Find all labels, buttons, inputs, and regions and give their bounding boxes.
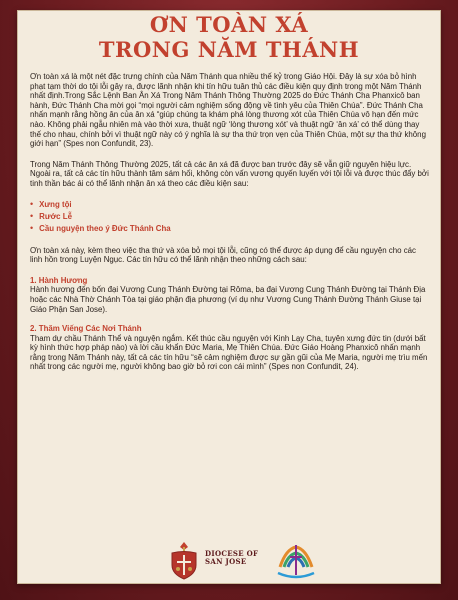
diocese-line-2: SAN JOSE (205, 557, 247, 566)
footer (17, 537, 441, 583)
document-body (30, 72, 430, 382)
paragraph-conditions-intro: Trong Năm Thánh Thông Thường 2025, tất cả các ân xá đã được ban trước đây sẽ vẫn giữ nguyên hiệu lực. Ngoài ra, tất cả các tín hữu thành tâm sám hối, không còn vấn vương quyến luyến với tội lỗi và được thúc đẩy bởi tinh thần bác ái có thể lãnh nhận ân xá theo các điều kiện sau: (30, 159, 429, 188)
list-item (30, 212, 430, 223)
diocese-name (205, 550, 258, 566)
diocese-line-1: DIOCESE OF (205, 549, 259, 558)
section-heading-pilgrimage: 1. Hành Hương (30, 275, 88, 285)
section-text-pilgrimage: Hành hương đến bốn đại Vương Cung Thánh Đường tại Rôma, ba đại Vương Cung Thánh Đường tại Thánh Địa hoặc các Nhà Thờ Chánh Tòa tại giáo phận địa phương (ví dụ như Vương Cung Thánh Đường Thánh Giuse tại Giáo Phận San Jose). (30, 285, 426, 314)
diocese-crest-icon (167, 541, 201, 581)
jubilee-logo-icon (272, 537, 320, 583)
condition-label: Rước Lễ (39, 212, 72, 222)
list-item (30, 224, 430, 235)
condition-label: Xưng tội (39, 200, 72, 210)
bullet-icon: • (30, 199, 34, 210)
bullet-icon: • (30, 211, 34, 222)
conditions-list (30, 200, 430, 235)
title-line-1: ƠN TOÀN XÁ (149, 12, 309, 37)
title-line-2: TRONG NĂM THÁNH (98, 37, 360, 62)
condition-label: Cầu nguyện theo ý Đức Thánh Cha (39, 224, 171, 234)
document-page (17, 10, 441, 584)
list-item (30, 200, 430, 211)
section-heading-holy-places: 2. Thăm Viếng Các Nơi Thánh (30, 324, 142, 334)
bullet-icon: • (30, 223, 34, 234)
paragraph-ways: Ơn toàn xá này, kèm theo việc tha thứ và xóa bỏ mọi tội lỗi, cũng có thể được áp dụng để cầu nguyện cho các linh hồn trong Luyện Ngục. Các tín hữu có thể lãnh nhận theo những cách sau: (30, 245, 416, 265)
paragraph-intro: Ơn toàn xá là một nét đặc trưng chính của Năm Thánh qua nhiều thế kỷ trong Giáo Hội. Đây là sự xóa bỏ hình phạt tạm thời do tội lỗi gây ra, được lãnh nhận khi tín hữu tuân thủ các điều kiện quy định trong một Năm Thánh nhất định.Trong Sắc Lệnh Ban Ân Xá Trong Năm Thánh Thông Thường 2025 do Đức Thánh Cha Phanxicô ban hành, Đức Thánh Cha mời gọi “mọi người cảm nghiệm sống động về tình yêu của Thiên Chúa”. Đức Thánh Cha nhấn mạnh rằng hồng ân của ân xá “giúp chúng ta khám phá lòng thương xót của Thiên Chúa vô hạn đến mức nào. Không phải ngẫu nhiên mà vào thời xưa, thuật ngữ ‘lòng thương xót’ và thuật ngữ ‘ân xá’ có thể dùng thay thế cho nhau, chính bởi vì thuật ngữ này có ý nghĩa là sự tha thứ trọn vẹn của Thiên Chúa, một sự tha thứ không giới hạn” (Spes non Confundit, 23). (30, 72, 426, 149)
section-text-holy-places: Tham dự chầu Thánh Thể và nguyện ngắm. Kết thúc cầu nguyện với Kinh Lạy Cha, tuyên xưng đức tin (dưới bất kỳ hình thức hợp pháp nào) và lời cầu khẩn Đức Maria, Mẹ Thiên Chúa. Đức Giáo Hoàng Phanxicô nhấn mạnh rằng trong Năm Thánh này, tất cả các tín hữu “sẽ cảm nghiệm được sự gần gũi của Mẹ Maria, người mẹ trìu mến nhất trong các người mẹ, người không bao giờ bỏ rơi con cái mình” (Spes non Confundit, 24). (30, 333, 428, 372)
